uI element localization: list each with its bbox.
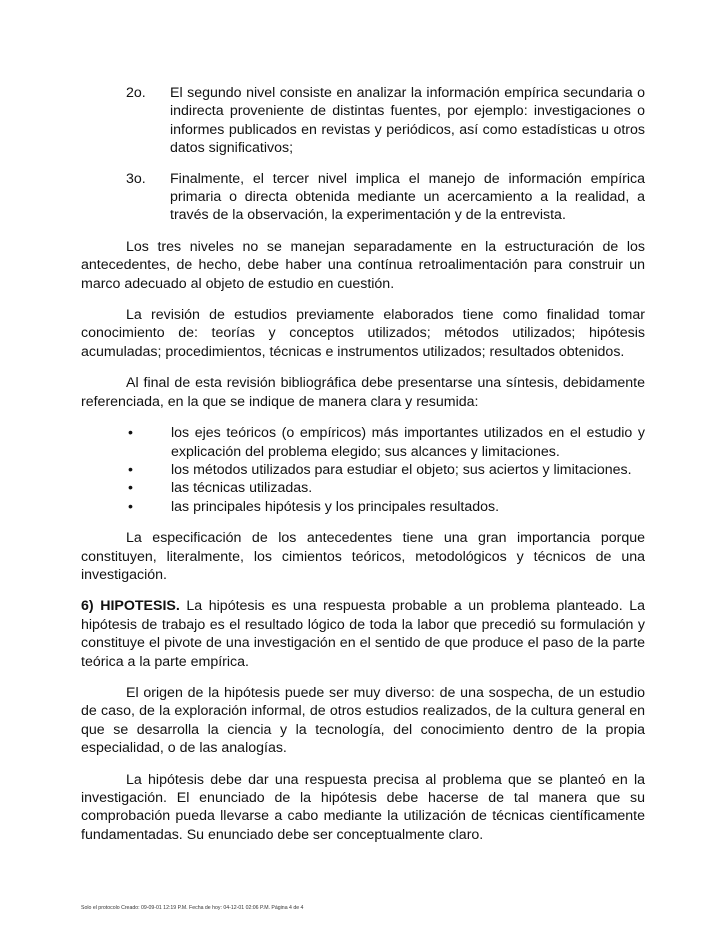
paragraph: Los tres niveles no se manejan separadamente en la estructuración de los antecedentes, de hecho, debe haber una contínua retroalimentación para construir un marco adecuado al objeto de estudio en cuestión.	[81, 238, 645, 292]
bullet-icon: •	[128, 461, 133, 478]
bullet-list	[126, 424, 645, 516]
bullet-icon: •	[128, 480, 133, 497]
paragraph: La especificación de los antecedentes tiene una gran importancia porque constituyen, literalmente, los cimientos teóricos, metodológicos y técnicos de una investigación.	[81, 530, 645, 583]
section-heading: 6) HIPOTESIS.	[81, 598, 180, 615]
item-number: 2o.	[126, 85, 146, 101]
list-item	[126, 498, 645, 516]
item-number: 3o.	[126, 170, 146, 187]
paragraph: La hipótesis debe dar una respuesta precisa al problema que se planteó en la investigación. El enunciado de la hipótesis debe hacerse de tal manera que su comprobación pueda llevarse a cabo mediante la utilización de técnicas científicamente fundamentadas. Su enunciado debe ser conceptualmente claro.	[81, 771, 645, 843]
section-text: La hipótesis es una respuesta probable a un problema planteado. La hipótesis de trabajo es el resultado lógico de toda la labor que precedió su formulación y constituye el pivote de una investigación en el sentido de que produce el paso de la parte teórica a la parte empírica.	[81, 598, 646, 670]
list-item-text: las técnicas utilizadas.	[171, 480, 313, 497]
list-item	[126, 424, 645, 461]
numbered-item	[126, 84, 645, 158]
list-item-text: los métodos utilizados para estudiar el objeto; sus aciertos y limitaciones.	[171, 461, 632, 478]
list-item-text: los ejes teóricos (o empíricos) más importantes utilizados en el estudio y explicación del problema elegido; sus alcances y limitaciones.	[171, 425, 645, 460]
list-item-text: las principales hipótesis y los principales resultados.	[171, 498, 500, 515]
list-item	[126, 479, 645, 497]
page-content	[81, 84, 645, 844]
paragraph: La revisión de estudios previamente elaborados tiene como finalidad tomar conocimiento de: teorías y conceptos utilizados; métodos utilizados; hipótesis acumuladas; procedimientos, técnicas e instrumentos utilizados; resultados obtenidos.	[81, 307, 645, 360]
paragraph: Al final de esta revisión bibliográfica debe presentarse una síntesis, debidamente referenciada, en la que se indique de manera clara y resumida:	[81, 375, 645, 410]
item-text: El segundo nivel consiste en analizar la información empírica secundaria o indirecta proveniente de distintas fuentes, por ejemplo: investigaciones o informes publicados en revistas y periódicos, así como estadísticas u otros datos significativos;	[170, 85, 645, 157]
list-item	[126, 461, 645, 479]
paragraph: El origen de la hipótesis puede ser muy diverso: de una sospecha, de un estudio de caso, de la exploración informal, de otros estudios realizados, de la cultura general en que se desarrolla la ciencia y la tecnología, del conocimiento dentro de la propia especialidad, o de las analogías.	[81, 684, 645, 757]
item-text: Finalmente, el tercer nivel implica el manejo de información empírica primaria o directa obtenida mediante un acercamiento a la realidad, a través de la observación, la experimentación y de la entrevista.	[170, 170, 645, 224]
bullet-icon: •	[128, 498, 133, 515]
bullet-icon: •	[128, 425, 133, 442]
page-footer: Solo el protocolo Creado: 09-09-01 12:19 P.M. Fecha de hoy: 04-12-01 02:06 P.M. Página 4 de 4	[81, 905, 304, 911]
numbered-item	[126, 170, 645, 225]
hypothesis-paragraph	[81, 597, 645, 671]
